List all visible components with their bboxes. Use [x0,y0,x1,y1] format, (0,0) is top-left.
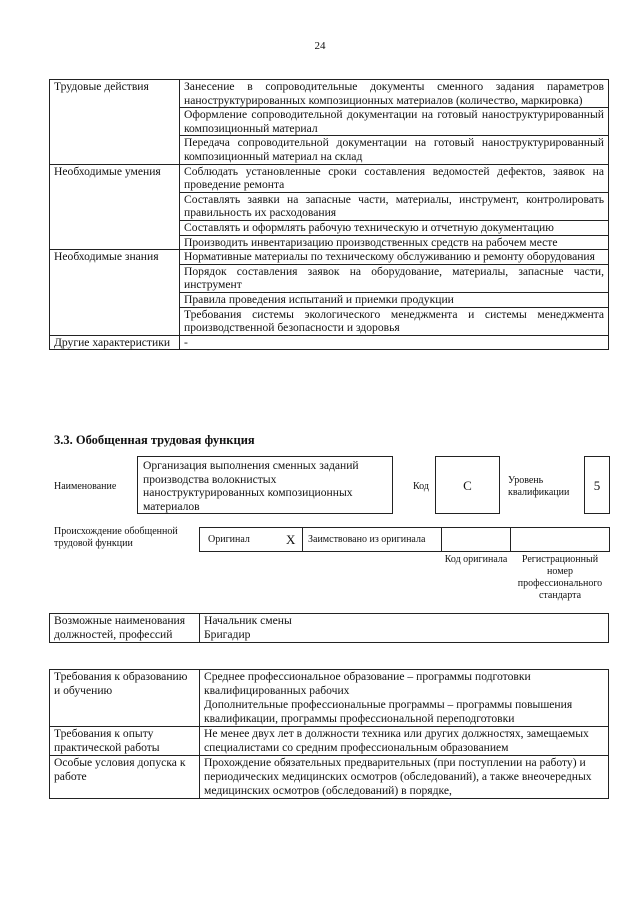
row-label: Требования к опыту практической работы [50,727,200,756]
cell: Нормативные материалы по техническому обслуживанию и ремонту оборудования [180,250,609,265]
code-caption: Код оригинала [444,554,508,565]
borrowed-box [302,527,442,552]
row-label: Другие характеристики [50,335,180,350]
requirements-table [49,669,609,799]
position-item: Начальник смены [204,614,292,627]
row-label: Необходимые умения [50,164,180,250]
cell: - [180,335,609,350]
original-text: Оригинал [208,534,250,545]
table-row [50,80,609,108]
cell: Составлять заявки на запасные части, материалы, инструмент, контролировать правильность их расходования [180,192,609,220]
cell: Занесение в сопроводительные документы сменного задания параметров наноструктурированных композиционных материалов (количество, маркировка) [180,80,609,108]
table-row [50,335,609,350]
table-row [50,670,609,727]
labor-functions-table [49,79,609,350]
cell: Порядок составления заявок на оборудование, материалы, запасные части, инструмент [180,264,609,292]
table-row [50,614,609,643]
position-item: Бригадир [204,628,251,641]
level-value: 5 [584,456,610,514]
cell: Оформление сопроводительной документации на готовый наноструктурированный композиционный материал [180,108,609,136]
original-box [199,527,303,552]
row-label: Требования к образованию и обучению [50,670,200,727]
reg-number-box [510,527,610,552]
row-label: Необходимые знания [50,250,180,336]
requirement-item: Дополнительные профессиональные программы – программы повышения квалификации, программы профессиональной переподготовки [204,698,573,725]
cell: Составлять и оформлять рабочую техническую и отчетную документацию [180,220,609,235]
cell [200,670,609,727]
code-label: Код [413,481,429,492]
page-number: 24 [314,40,326,52]
borrowed-text: Заимствовано из оригинала [308,534,426,545]
cell: Прохождение обязательных предварительных (при поступлении на работу) и периодических медицинских осмотров (обследований), а также внеочередных медицинских осмотров (обследований) в порядке, [200,756,609,799]
level-label: Уровень квалификации [508,475,570,498]
row-label: Трудовые действия [50,80,180,165]
function-name: Организация выполнения сменных заданий производства волокнистых наноструктурированных композиционных материалов [137,456,393,514]
reg-caption: Регистрационный номер профессионального стандарта [517,554,603,601]
origin-label: Происхождение обобщенной трудовой функции [54,526,178,549]
original-mark: X [286,532,296,547]
cell: Передача сопроводительной документации на готовый наноструктурированный композиционный материал на склад [180,136,609,164]
cell: Не менее двух лет в должности техника или других должностях, замещаемых специалистами со средним профессиональным образованием [200,727,609,756]
cell: Правила проведения испытаний и приемки продукции [180,292,609,307]
table-row [50,164,609,192]
cell [200,614,609,643]
cell: Требования системы экологического менеджмента и системы менеджмента производственной безопасности и здоровья [180,307,609,335]
table-row [50,727,609,756]
row-label: Особые условия допуска к работе [50,756,200,799]
origin-code-box [441,527,511,552]
table-row [50,250,609,265]
positions-table [49,613,609,643]
code-value: C [435,456,500,514]
name-label: Наименование [54,481,117,492]
row-label: Возможные наименования должностей, профессий [50,614,200,643]
cell: Соблюдать установленные сроки составления ведомостей дефектов, заявок на проведение ремонта [180,164,609,192]
section-title: 3.3. Обобщенная трудовая функция [54,433,255,447]
cell: Производить инвентаризацию производственных средств на рабочем месте [180,235,609,250]
requirement-item: Среднее профессиональное образование – программы подготовки квалифицированных рабочих [204,670,531,697]
table-row [50,756,609,799]
